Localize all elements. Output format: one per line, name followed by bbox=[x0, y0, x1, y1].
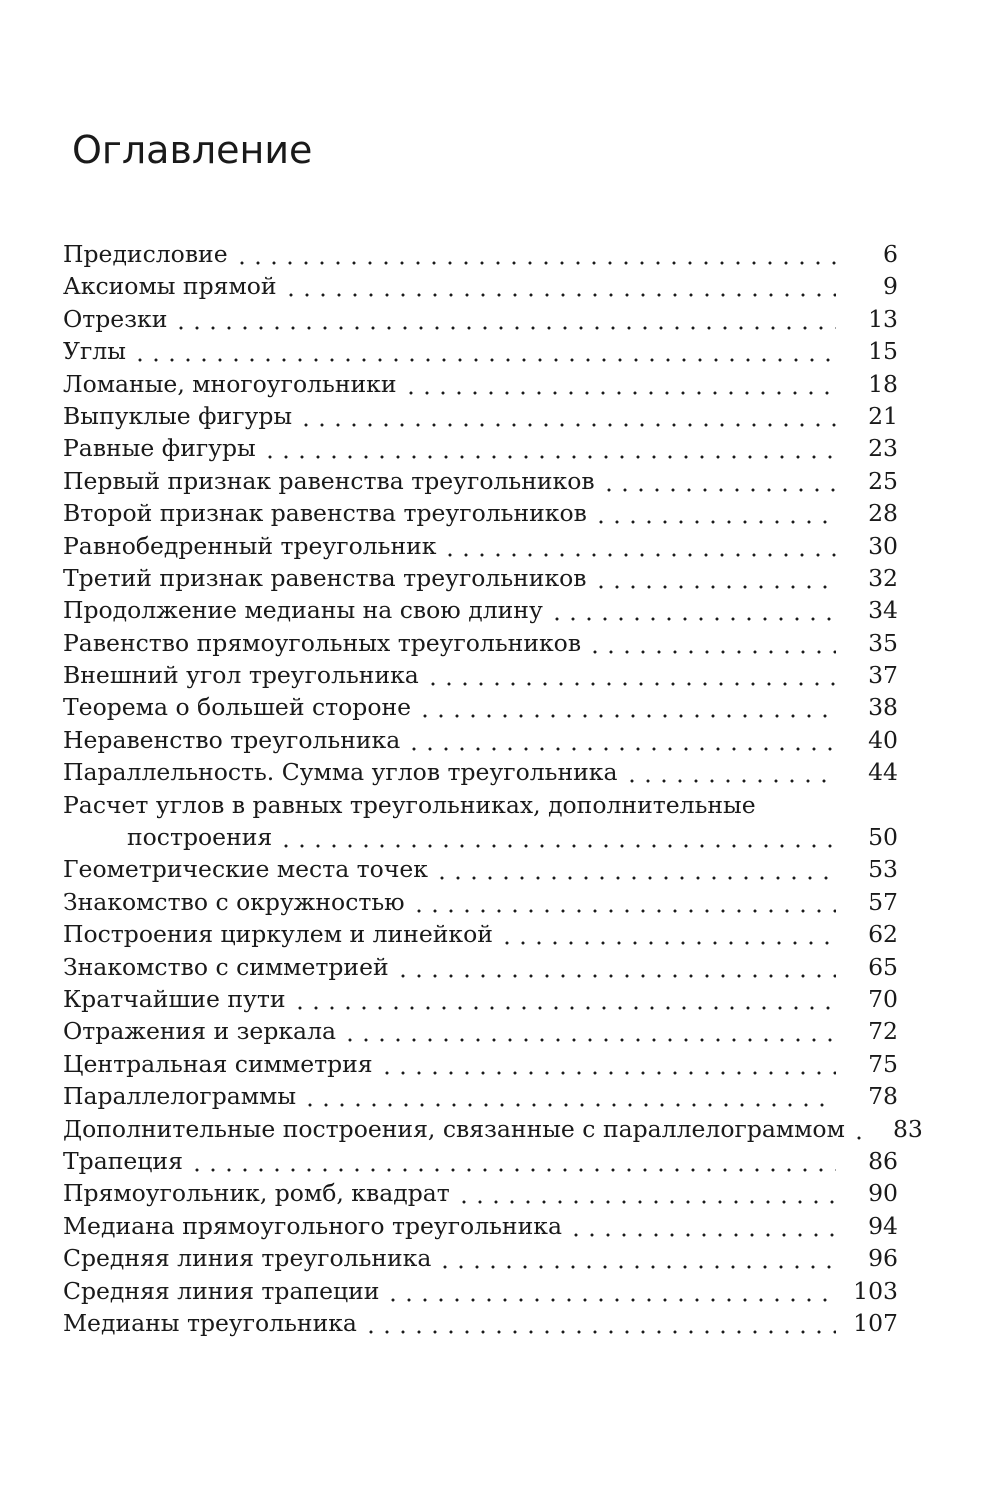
dot-leader bbox=[292, 983, 837, 1015]
toc-entry-page-number: 65 bbox=[868, 952, 898, 981]
toc-entry-title: Построения циркулем и линейкой bbox=[63, 920, 493, 949]
toc-entry[interactable] bbox=[63, 1080, 898, 1112]
toc-entry-title: Продолжение медианы на свою длину bbox=[63, 596, 543, 625]
dot-leader bbox=[437, 1242, 836, 1274]
toc-entry-page-number: 57 bbox=[868, 887, 898, 916]
toc-entry[interactable] bbox=[63, 465, 898, 497]
toc-entry-page-number: 107 bbox=[853, 1308, 898, 1337]
toc-entry-page-number: 86 bbox=[868, 1146, 898, 1175]
toc-entry[interactable] bbox=[63, 1145, 898, 1177]
toc-entry-title: Отрезки bbox=[63, 304, 168, 333]
toc-entry-title: Медианы треугольника bbox=[63, 1308, 357, 1337]
dot-leader bbox=[278, 821, 836, 853]
toc-entry-title: Неравенство треугольника bbox=[63, 725, 401, 754]
dot-leader bbox=[363, 1307, 836, 1339]
toc-entry-title: Равные фигуры bbox=[63, 434, 256, 463]
toc-entry[interactable] bbox=[63, 1275, 898, 1307]
dot-leader bbox=[406, 724, 836, 756]
toc-entry-title: Расчет углов в равных треугольниках, дополнительные bbox=[63, 790, 756, 819]
toc-entry[interactable] bbox=[63, 270, 898, 302]
toc-entry[interactable] bbox=[63, 497, 898, 529]
toc-entry-page-number: 90 bbox=[868, 1179, 898, 1208]
dot-leader bbox=[262, 432, 836, 464]
toc-entry-title: Средняя линия трапеции bbox=[63, 1276, 380, 1305]
toc-entry[interactable] bbox=[63, 1307, 898, 1339]
toc-entry-title: Дополнительные построения, связанные с параллелограммом bbox=[63, 1114, 845, 1143]
toc-entry-title: Аксиомы прямой bbox=[63, 272, 277, 301]
toc-entry-page-number: 13 bbox=[868, 304, 898, 333]
toc-entry-title: Равенство прямоугольных треугольников bbox=[63, 628, 582, 657]
toc-entry[interactable] bbox=[63, 983, 898, 1015]
toc-entry-title: Углы bbox=[63, 337, 126, 366]
dot-leader bbox=[624, 756, 837, 788]
toc-entry[interactable] bbox=[63, 368, 898, 400]
toc-entry-page-number: 37 bbox=[868, 661, 898, 690]
dot-leader bbox=[568, 1210, 836, 1242]
toc-entry-title-continued: построения bbox=[127, 823, 273, 852]
toc-entry-page-number: 94 bbox=[868, 1211, 898, 1240]
dot-leader bbox=[173, 303, 836, 335]
dot-leader bbox=[298, 400, 836, 432]
toc-entry-title: Третий признак равенства треугольников bbox=[63, 563, 587, 592]
dot-leader bbox=[456, 1177, 836, 1209]
toc-entry-title: Прямоугольник, ромб, квадрат bbox=[63, 1179, 450, 1208]
dot-leader bbox=[587, 627, 836, 659]
toc-entry-page-number: 40 bbox=[868, 725, 898, 754]
toc-entry-page-number: 75 bbox=[868, 1049, 898, 1078]
toc-entry-title: Равнобедренный треугольник bbox=[63, 531, 437, 560]
toc-entry-title: Параллелограммы bbox=[63, 1082, 297, 1111]
toc-entry-title: Отражения и зеркала bbox=[63, 1017, 337, 1046]
toc-entry[interactable] bbox=[63, 1048, 898, 1080]
toc-entry-page-number: 50 bbox=[868, 823, 898, 852]
dot-leader bbox=[379, 1048, 836, 1080]
dot-leader bbox=[132, 335, 836, 367]
toc-entry[interactable] bbox=[63, 432, 898, 464]
toc-entry-page-number: 21 bbox=[868, 401, 898, 430]
dot-leader bbox=[385, 1275, 836, 1307]
toc-entry-page-number: 9 bbox=[883, 272, 898, 301]
toc-entry-page-number: 44 bbox=[868, 758, 898, 787]
toc-entry-page-number: 35 bbox=[868, 628, 898, 657]
toc-entry-page-number: 18 bbox=[868, 369, 898, 398]
toc-entry-page-number: 28 bbox=[868, 499, 898, 528]
toc-entry[interactable] bbox=[63, 400, 898, 432]
dot-leader bbox=[342, 1015, 836, 1047]
toc-entry-title: Предисловие bbox=[63, 239, 228, 268]
toc-entry[interactable] bbox=[63, 659, 898, 691]
toc-entry[interactable] bbox=[63, 562, 898, 594]
dot-leader bbox=[283, 270, 836, 302]
toc-entry[interactable] bbox=[63, 594, 898, 626]
toc-entry[interactable] bbox=[63, 1210, 898, 1242]
toc-entry-page-number: 6 bbox=[883, 239, 898, 268]
toc-entry-title: Внешний угол треугольника bbox=[63, 661, 419, 690]
dot-leader bbox=[434, 853, 836, 885]
toc-entry[interactable] bbox=[63, 691, 898, 723]
toc-entry-page-number: 96 bbox=[868, 1244, 898, 1273]
dot-leader bbox=[395, 951, 836, 983]
toc-entry-title: Средняя линия треугольника bbox=[63, 1244, 432, 1273]
toc-entry-title: Ломаные, многоугольники bbox=[63, 369, 397, 398]
toc-entry-page-number: 70 bbox=[868, 985, 898, 1013]
toc-entry-page-number: 15 bbox=[868, 337, 898, 366]
toc-entry[interactable] bbox=[63, 238, 898, 270]
toc-entry-page-number: 34 bbox=[868, 596, 898, 625]
toc-entry[interactable] bbox=[63, 756, 898, 788]
dot-leader bbox=[411, 886, 836, 918]
dot-leader bbox=[189, 1145, 836, 1177]
toc-entry-title: Медиана прямоугольного треугольника bbox=[63, 1211, 562, 1240]
toc-entry-page-number: 83 bbox=[892, 1114, 923, 1143]
dot-leader bbox=[593, 562, 836, 594]
toc-entry-title: Кратчайшие пути bbox=[63, 985, 286, 1013]
dot-leader bbox=[601, 465, 836, 497]
dot-leader bbox=[499, 918, 836, 950]
toc-entry-page-number: 38 bbox=[868, 693, 898, 722]
toc-entry-page-number: 30 bbox=[868, 531, 898, 560]
toc-entry[interactable] bbox=[63, 1242, 898, 1274]
dot-leader bbox=[851, 1113, 861, 1145]
toc-entry-title: Трапеция bbox=[63, 1146, 183, 1175]
toc-entry-page-number: 103 bbox=[853, 1276, 898, 1305]
toc-entry-page-number: 72 bbox=[868, 1017, 898, 1046]
toc-entry-title: Параллельность. Сумма углов треугольника bbox=[63, 758, 618, 787]
page-title: Оглавление bbox=[72, 128, 313, 172]
dot-leader bbox=[425, 659, 836, 691]
toc-entry-title: Геометрические места точек bbox=[63, 855, 428, 884]
toc-entry-title: Выпуклые фигуры bbox=[63, 401, 293, 430]
toc-entry-title: Второй признак равенства треугольников bbox=[63, 499, 587, 528]
toc-entry-page-number: 53 bbox=[868, 855, 898, 884]
dot-leader bbox=[302, 1080, 836, 1112]
toc-entry[interactable] bbox=[63, 1113, 923, 1145]
toc-entry-page-number: 23 bbox=[868, 434, 898, 463]
toc-entry[interactable] bbox=[63, 789, 898, 854]
dot-leader bbox=[593, 497, 836, 529]
toc-entry-title: Первый признак равенства треугольников bbox=[63, 466, 595, 495]
toc-entry[interactable] bbox=[63, 1177, 898, 1209]
toc-entry[interactable] bbox=[63, 335, 898, 367]
toc-entry-title: Знакомство с симметрией bbox=[63, 952, 389, 981]
dot-leader bbox=[234, 238, 836, 270]
toc-entry[interactable] bbox=[63, 918, 898, 950]
dot-leader bbox=[442, 530, 836, 562]
table-of-contents bbox=[63, 238, 923, 1339]
toc-entry-title: Теорема о большей стороне bbox=[63, 693, 412, 722]
toc-entry[interactable] bbox=[63, 627, 898, 659]
toc-entry[interactable] bbox=[63, 724, 898, 756]
toc-entry-page-number: 78 bbox=[868, 1082, 898, 1111]
toc-entry-page-number: 25 bbox=[868, 466, 898, 495]
toc-entry-page-number: 32 bbox=[868, 563, 898, 592]
toc-entry[interactable] bbox=[63, 853, 898, 885]
toc-entry-title: Знакомство с окружностью bbox=[63, 887, 405, 916]
toc-entry-page-number: 62 bbox=[868, 920, 898, 949]
toc-entry[interactable] bbox=[63, 303, 898, 335]
toc-entry[interactable] bbox=[63, 530, 898, 562]
dot-leader bbox=[403, 368, 837, 400]
toc-entry-title: Центральная симметрия bbox=[63, 1049, 373, 1078]
toc-entry[interactable] bbox=[63, 1015, 898, 1047]
toc-entry[interactable] bbox=[63, 951, 898, 983]
dot-leader bbox=[417, 691, 836, 723]
toc-entry[interactable] bbox=[63, 886, 898, 918]
dot-leader bbox=[549, 594, 836, 626]
